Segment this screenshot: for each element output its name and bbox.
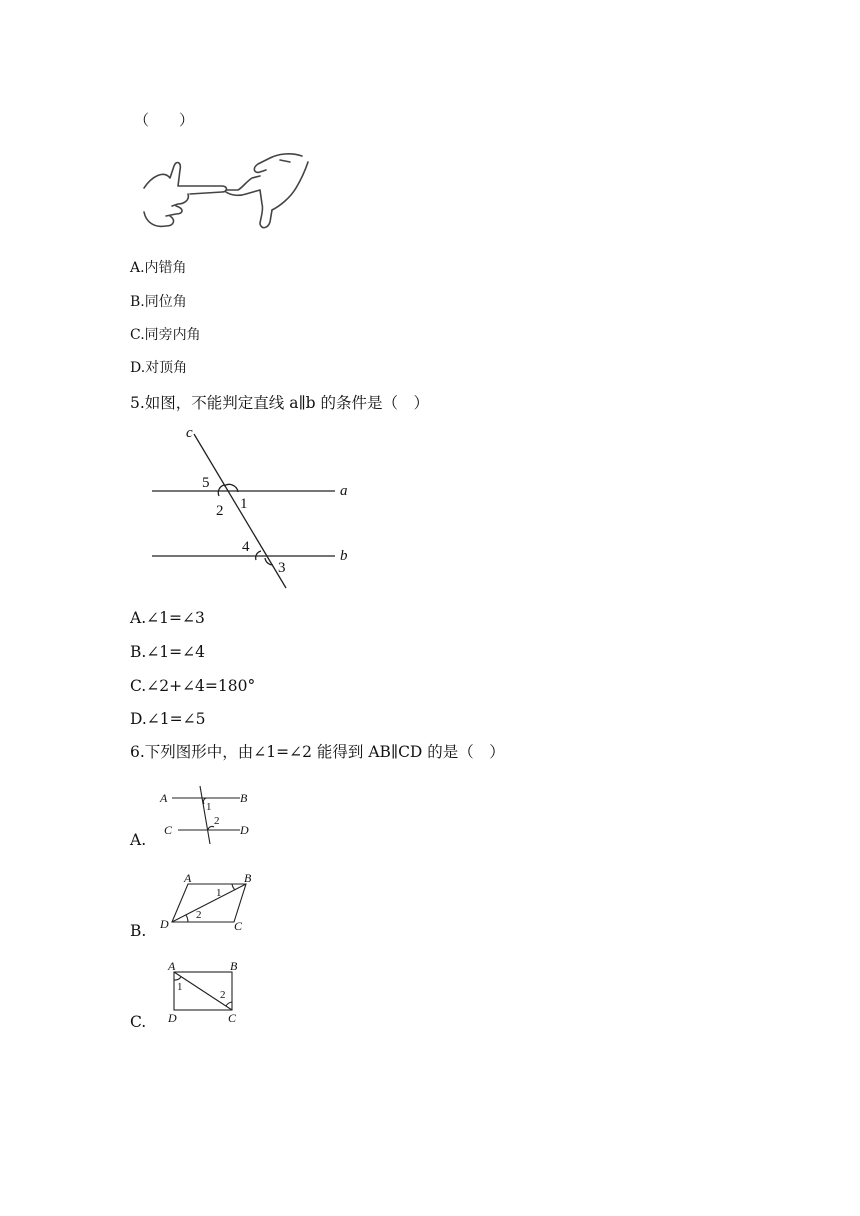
angle-5-label: 5 [202,475,210,491]
figB-label-C: C [234,919,243,932]
figB-angle-1: 1 [216,887,222,899]
q5-option-c: C.∠2+∠4=180° [130,677,256,695]
label-c: c [186,425,193,441]
q5-stem: 5.如图，不能判定直线 a∥b 的条件是（ ） [130,394,429,412]
q6-figure-a [158,784,258,850]
figC-label-D: D [168,1011,177,1024]
q6-stem: 6.下列图形中，由∠1=∠2 能得到 AB∥CD 的是（ ） [130,743,505,761]
q4-answer-paren: （ ） [134,111,195,129]
q4-option-a: A.内错角 [130,260,187,276]
q6-option-c-letter: C. [130,1013,147,1031]
q4-option-b: B.同位角 [130,294,187,310]
angle-2-label: 2 [216,503,224,519]
q5-option-b: B.∠1=∠4 [130,643,206,661]
label-a: a [340,483,348,499]
angle-4-label: 4 [242,539,250,555]
figB-angle-2: 2 [196,909,202,921]
q6-figure-b [158,870,262,936]
figB-label-B: B [244,871,252,885]
figA-label-B: B [240,791,248,805]
q4-hands-figure [130,148,320,244]
figC-label-A: A [168,959,176,973]
figA-angle-1: 1 [206,801,212,813]
q5-option-d: D.∠1=∠5 [130,710,206,728]
figC-label-C: C [228,1011,237,1024]
figC-angle-1: 1 [177,981,183,993]
q4-option-d: D.对顶角 [130,360,188,376]
figA-label-A: A [160,791,168,805]
figB-label-D: D [160,917,169,931]
figC-label-B: B [230,959,238,973]
angle-3-label: 3 [278,560,286,576]
q5-option-a: A.∠1=∠3 [130,609,205,627]
figA-label-C: C [164,823,173,837]
q6-option-a-letter: A. [130,831,147,849]
q6-option-b-letter: B. [130,922,147,940]
figA-angle-2: 2 [214,815,220,827]
angle-1-label: 1 [240,496,248,512]
figB-label-A: A [184,871,192,885]
figA-label-D: D [240,823,249,837]
q4-option-c: C.同旁内角 [130,327,201,343]
q6-figure-c [160,958,254,1028]
q5-parallel-lines-figure [140,420,370,596]
figC-angle-2: 2 [220,989,226,1001]
label-b: b [340,548,348,564]
